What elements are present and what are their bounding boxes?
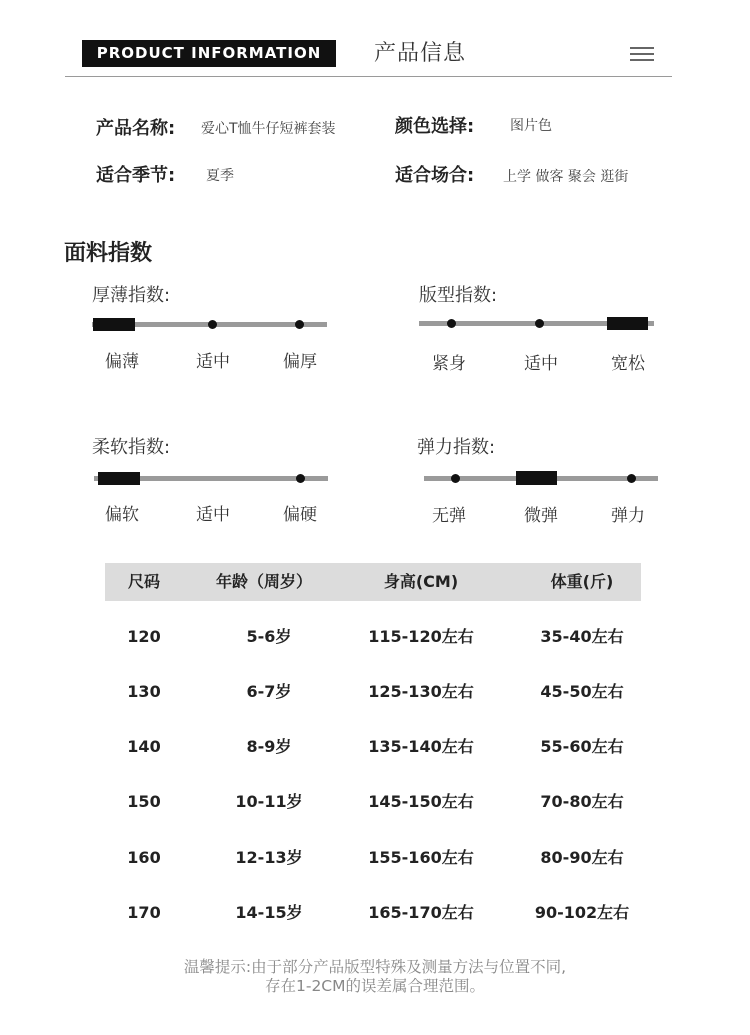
name-label: 产品名称: [96,118,176,139]
table-cell-height: 145-150左右 [368,792,474,811]
occasion-label: 适合场合: [395,165,475,186]
fit-label: 紧身 [432,354,466,374]
softness-label: 适中 [196,505,230,525]
color-label: 颜色选择: [395,116,475,137]
thickness-index-title: 厚薄指数: [92,285,171,306]
fit-marker [535,319,544,328]
softness-label: 偏硬 [283,505,317,525]
table-cell-size: 120 [127,627,161,646]
thickness-marker-selected [93,318,135,331]
elasticity-label: 无弹 [432,506,466,526]
table-cell-size: 140 [127,737,161,756]
elasticity-label: 弹力 [611,506,645,526]
fit-label: 宽松 [611,354,645,374]
table-cell-height: 155-160左右 [368,848,474,867]
table-cell-height: 135-140左右 [368,737,474,756]
table-cell-age: 14-15岁 [235,903,303,922]
table-cell-age: 6-7岁 [246,682,292,701]
elasticity-index-title: 弹力指数: [417,437,496,458]
table-cell-size: 150 [127,792,161,811]
fit-marker-selected [607,317,648,330]
table-cell-weight: 90-102左右 [534,903,630,922]
age-column-header: 年龄（周岁） [215,572,312,591]
page-title: 产品信息 [374,41,467,66]
table-cell-age: 10-11岁 [235,792,303,811]
note-line-2: 存在1-2CM的误差属合理范围。 [264,977,485,995]
thickness-marker [208,320,217,329]
elasticity-marker-selected [516,471,557,485]
season-label: 适合季节: [96,165,176,186]
weight-column-header: 体重(斤) [550,572,614,591]
table-cell-weight: 45-50左右 [540,682,624,701]
table-cell-size: 160 [127,848,161,867]
table-cell-weight: 80-90左右 [540,848,624,867]
thickness-label: 偏厚 [283,352,317,372]
header-divider [65,76,672,77]
occasion-value: 上学 做客 聚会 逛街 [503,169,629,185]
softness-marker-selected [98,472,140,485]
table-cell-age: 8-9岁 [246,737,292,756]
height-column-header: 身高(CM) [383,572,459,591]
table-cell-age: 12-13岁 [235,848,303,867]
color-value: 图片色 [510,118,552,134]
table-cell-weight: 35-40左右 [540,627,624,646]
table-cell-weight: 70-80左右 [540,792,624,811]
table-cell-weight: 55-60左右 [540,737,624,756]
softness-label: 偏软 [105,505,139,525]
elasticity-marker [627,474,636,483]
fabric-section-title: 面料指数 [64,241,153,266]
softness-index-title: 柔软指数: [92,437,171,458]
size-column-header: 尺码 [127,572,160,591]
table-cell-height: 165-170左右 [368,903,474,922]
menu-icon[interactable] [630,47,654,63]
fit-marker [447,319,456,328]
note-line-1: 温馨提示:由于部分产品版型特殊及测量方法与位置不同, [183,958,567,976]
table-cell-height: 125-130左右 [368,682,474,701]
table-cell-size: 170 [127,903,161,922]
elasticity-marker [451,474,460,483]
season-value: 夏季 [206,168,234,184]
table-cell-size: 130 [127,682,161,701]
table-cell-age: 5-6岁 [246,627,292,646]
thickness-label: 偏薄 [105,352,139,372]
section-badge: PRODUCT INFORMATION [82,40,336,67]
name-value: 爱心T恤牛仔短裤套装 [201,121,336,137]
table-cell-height: 115-120左右 [368,627,474,646]
thickness-label: 适中 [196,352,230,372]
thickness-marker [295,320,304,329]
fit-index-title: 版型指数: [419,285,498,306]
fit-label: 适中 [524,354,558,374]
elasticity-label: 微弹 [524,506,558,526]
softness-marker [296,474,305,483]
